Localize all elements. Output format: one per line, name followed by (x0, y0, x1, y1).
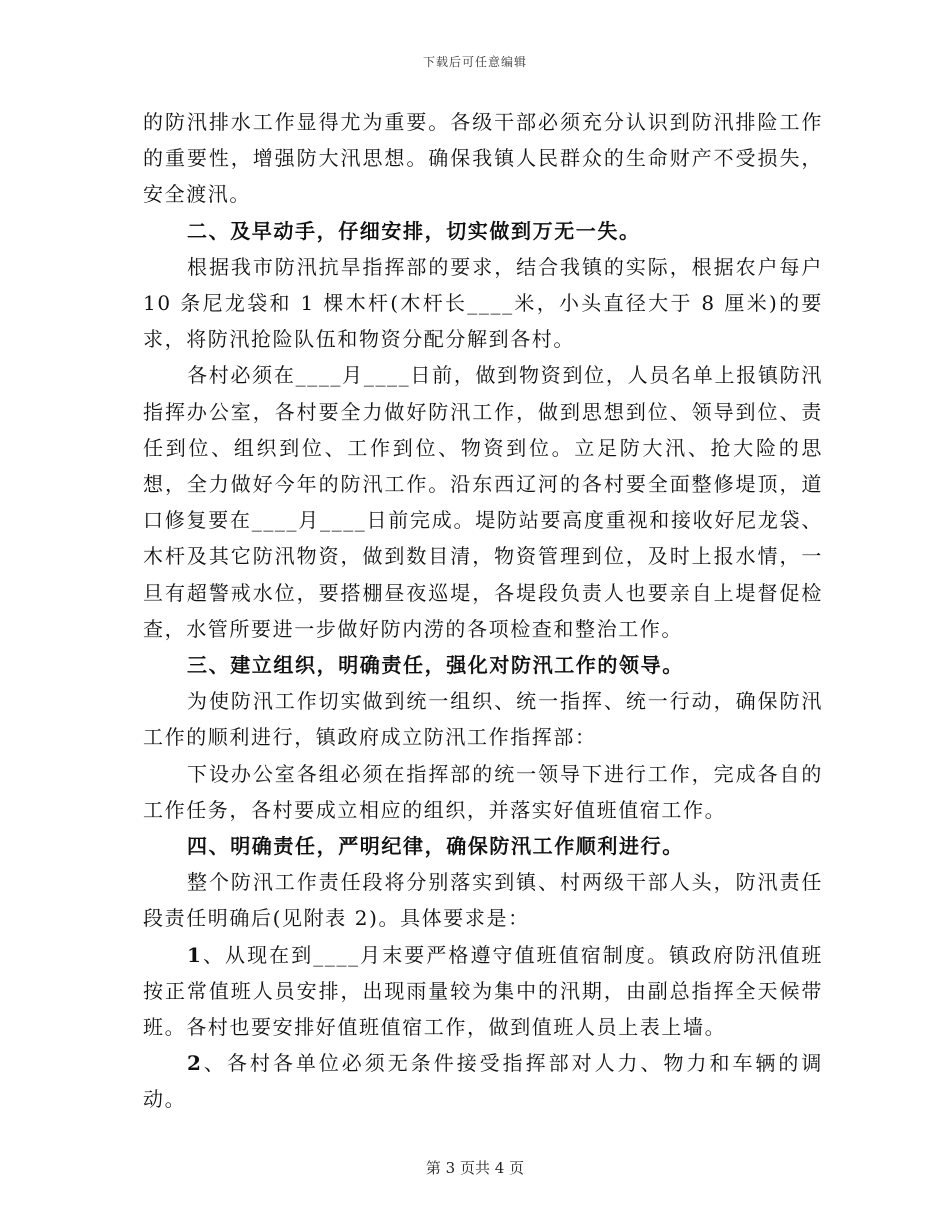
section-heading-2: 二、及早动手，仔细安排，切实做到万无一失。 (187, 218, 641, 243)
list-item-2-text: 、各村各单位必须无条件接受指挥部对人力、物力和车辆的调动。 (143, 1051, 823, 1112)
page-footer: 第 3 页共 4 页 (425, 1159, 525, 1177)
section-heading-3: 三、建立组织，明确责任，强化对防汛工作的领导。 (187, 653, 684, 678)
list-item-2 (143, 1045, 823, 1117)
document-body (143, 104, 823, 1118)
paragraph-resource-allocation: 根据我市防汛抗旱指挥部的要求，结合我镇的实际，根据农户每户 10 条尼龙袋和 1 棵木杆(木杆长____米，小头直径大于 8 厘米)的要求，将防汛抢险队伍和物资分配分解到各村。 (143, 254, 823, 352)
paragraph-continuation: 的防汛排水工作显得尤为重要。各级干部必须充分认识到防汛排险工作的重要性，增强防大汛思想。确保我镇人民群众的生命财产不受损失，安全渡汛。 (143, 110, 823, 207)
list-item-2-number: 2 (187, 1051, 203, 1076)
list-item-1-text: 、从现在到____月末要严格遵守值班值宿制度。镇政府防汛值班按正常值班人员安排，出现雨量较为集中的汛期，由副总指挥全天候带班。各村也要安排好值班值宿工作，做到值班人员上表上墙。 (143, 942, 823, 1040)
list-item-1 (143, 937, 823, 1046)
paragraph-village-requirements: 各村必须在____月____日前，做到物资到位，人员名单上报镇防汛指挥办公室，各村要全力做好防汛工作，做到思想到位、领导到位、责任到位、组织到位、工作到位、物资到位。立足防大汛、抢大险的思想，全力做好今年的防汛工作。沿东西辽河的各村要全面整修堤顶，道口修复要在____月____日前完成。堤防站要高度重视和接收好尼龙袋、木杆及其它防汛物资，做到数目清，物资管理到位，及时上报水情，一旦有超警戒水位，要搭棚昼夜巡堤，各堤段负责人也要亲自上堤督促检查，水管所要进一步做好防内涝的各项检查和整治工作。 (143, 363, 823, 641)
page-header: 下载后可任意编辑 (422, 55, 527, 69)
list-item-1-number: 1 (187, 942, 203, 967)
section-heading-4: 四、明确责任，严明纪律，确保防汛工作顺利进行。 (187, 834, 684, 859)
paragraph-office-groups: 下设办公室各组必须在指挥部的统一领导下进行工作，完成各自的工作任务，各村要成立相应的组织，并落实好值班值宿工作。 (143, 761, 823, 822)
paragraph-responsibility: 整个防汛工作责任段将分别落实到镇、村两级干部人头，防汛责任段责任明确后(见附表 2)。具体要求是： (143, 870, 823, 931)
paragraph-command-setup: 为使防汛工作切实做到统一组织、统一指挥、统一行动，确保防汛工作的顺利进行，镇政府成立防汛工作指挥部： (143, 689, 823, 750)
